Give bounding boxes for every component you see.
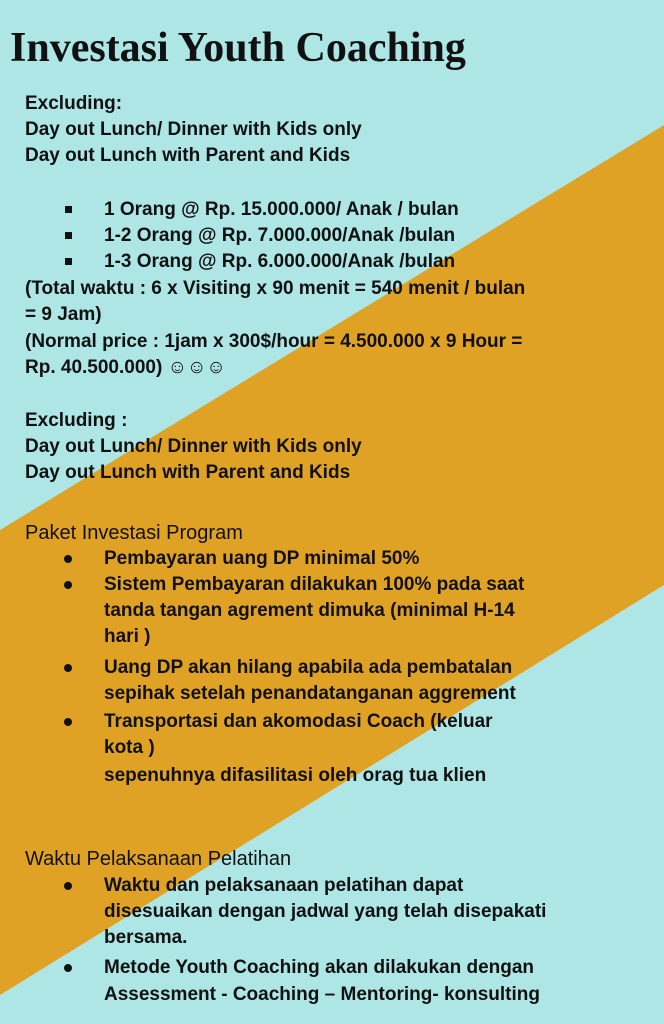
bullet-icon [64, 581, 72, 589]
square-bullet-icon [65, 206, 72, 213]
bullet-text: Uang DP akan hilang apabila ada pembatalan [104, 657, 513, 678]
bullet-text: Waktu dan pelaksanaan pelatihan dapat [104, 875, 464, 896]
bullet-icon [64, 718, 72, 726]
bullet-text: disesuaikan dengan jadwal yang telah disepakati [104, 901, 547, 922]
bullet-text: sepihak setelah penandatanganan aggrement [104, 683, 516, 704]
bullet-text: hari ) [104, 626, 151, 647]
bullet-text: Sistem Pembayaran dilakukan 100% pada saat [104, 574, 525, 595]
bullet-text: Pembayaran uang DP minimal 50% [104, 548, 420, 569]
bullet-icon [64, 964, 72, 972]
price-item: 1-3 Orang @ Rp. 6.000.000/Anak /bulan [104, 251, 456, 272]
bullet-text: kota ) [104, 737, 155, 758]
price-item: 1 Orang @ Rp. 15.000.000/ Anak / bulan [104, 199, 459, 220]
bullet-icon [64, 882, 72, 890]
bullet-icon [64, 555, 72, 563]
section-heading: Waktu Pelaksanaan Pelatihan [25, 848, 292, 870]
bullet-text: Transportasi dan akomodasi Coach (keluar [104, 711, 493, 732]
bullet-icon [64, 664, 72, 672]
section-heading: Paket Investasi Program [25, 522, 243, 544]
excluding-item: Day out Lunch/ Dinner with Kids only [25, 119, 362, 140]
square-bullet-icon [65, 232, 72, 239]
excluding-item: Day out Lunch with Parent and Kids [25, 462, 351, 483]
excluding-item: Day out Lunch/ Dinner with Kids only [25, 436, 362, 457]
excluding-heading: Excluding: [25, 93, 123, 114]
total-time-line: (Total waktu : 6 x Visiting x 90 menit = 540 menit / bulan [25, 278, 526, 299]
bullet-text: Metode Youth Coaching akan dilakukan dengan [104, 957, 535, 978]
price-item: 1-2 Orang @ Rp. 7.000.000/Anak /bulan [104, 225, 456, 246]
square-bullet-icon [65, 258, 72, 265]
normal-price-line: (Normal price : 1jam x 300$/hour = 4.500.000 x 9 Hour = [25, 331, 523, 352]
bullet-text: tanda tangan agrement dimuka (minimal H-14 [104, 600, 515, 621]
page-title: Investasi Youth Coaching [10, 25, 466, 71]
excluding-heading: Excluding : [25, 410, 128, 431]
bullet-text: bersama. [104, 927, 188, 948]
bullet-text: sepenuhnya difasilitasi oleh orag tua klien [104, 765, 487, 786]
normal-price-line: Rp. 40.500.000) ☺☺☺ [25, 357, 226, 378]
excluding-item: Day out Lunch with Parent and Kids [25, 145, 351, 166]
bullet-text: Assessment - Coaching – Mentoring- konsulting [104, 984, 540, 1005]
total-time-line: = 9 Jam) [25, 304, 102, 325]
